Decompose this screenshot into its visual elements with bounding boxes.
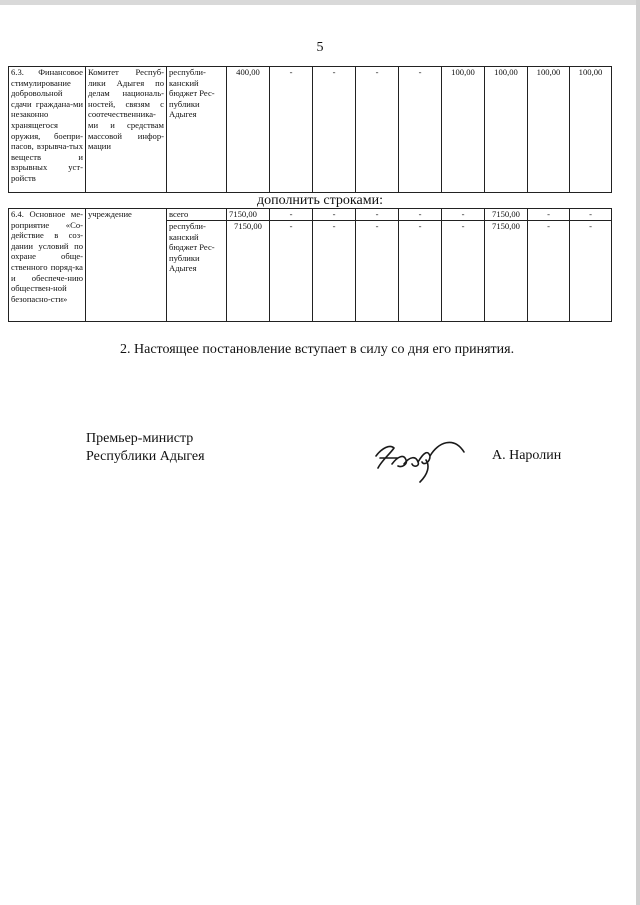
value-cell: - — [270, 209, 313, 221]
table-row — [9, 67, 612, 193]
value-cell: - — [570, 209, 612, 221]
value-cell: - — [528, 209, 570, 221]
table-row — [9, 209, 612, 221]
value-cell: 7150,00 — [485, 209, 528, 221]
addition-heading: дополнить строками: — [257, 193, 383, 208]
executor-cell: Комитет Респуб-лики Адыгея по делам националь-ностей, связям с соотечественника-ми и средствам массовой инфор-мации — [86, 67, 167, 193]
value-cell: - — [399, 67, 442, 193]
value-cell: 100,00 — [528, 67, 570, 193]
value-cell: - — [313, 209, 356, 221]
value-cell: - — [356, 221, 399, 322]
handwritten-signature — [368, 434, 468, 484]
value-cell: 7150,00 — [485, 221, 528, 322]
page-edge-top — [0, 0, 640, 5]
value-cell: 400,00 — [227, 67, 270, 193]
signer-title-line: Республики Адыгея — [86, 449, 205, 464]
program-table-row-6-3 — [8, 66, 612, 193]
value-cell: 100,00 — [485, 67, 528, 193]
value-cell: 100,00 — [570, 67, 612, 193]
value-cell: - — [442, 221, 485, 322]
value-cell: 100,00 — [442, 67, 485, 193]
value-cell: - — [442, 209, 485, 221]
value-cell: - — [313, 221, 356, 322]
signer-name: А. Наролин — [492, 448, 562, 463]
value-cell: - — [356, 209, 399, 221]
executor-cell: учреждение — [86, 209, 167, 322]
measure-cell: 6.4. Основное ме-роприятие «Со-действие в соз-дании условий по охране обще-ственного поряд-ка и обеспече-нию обществен-ной безопасно-сти» — [9, 209, 86, 322]
signer-title — [86, 430, 205, 466]
value-cell: 7150,00 — [227, 209, 270, 221]
program-table-row-6-4 — [8, 208, 612, 322]
value-cell: - — [528, 221, 570, 322]
funding-source-cell: всего — [167, 209, 227, 221]
value-cell: - — [570, 221, 612, 322]
value-cell: - — [399, 209, 442, 221]
funding-source-cell: республи-канский бюджет Рес-публики Адыгея — [167, 221, 227, 322]
page-number: 5 — [316, 40, 324, 55]
value-cell: - — [270, 221, 313, 322]
value-cell: - — [399, 221, 442, 322]
clause-2: 2. Настоящее постановление вступает в силу со дня его принятия. — [120, 342, 515, 357]
value-cell: - — [313, 67, 356, 193]
page-edge-right — [636, 0, 640, 905]
value-cell: 7150,00 — [227, 221, 270, 322]
measure-cell: 6.3. Финансовое стимулирование добровольной сдачи граждана-ми незаконно хранящегося оружия, боепри-пасов, взрывча-тых веществ и взрывных уст-ройств — [9, 67, 86, 193]
funding-source-cell: республи-канский бюджет Рес-публики Адыгея — [167, 67, 227, 193]
value-cell: - — [270, 67, 313, 193]
value-cell: - — [356, 67, 399, 193]
signer-title-line: Премьер-министр — [86, 431, 194, 446]
